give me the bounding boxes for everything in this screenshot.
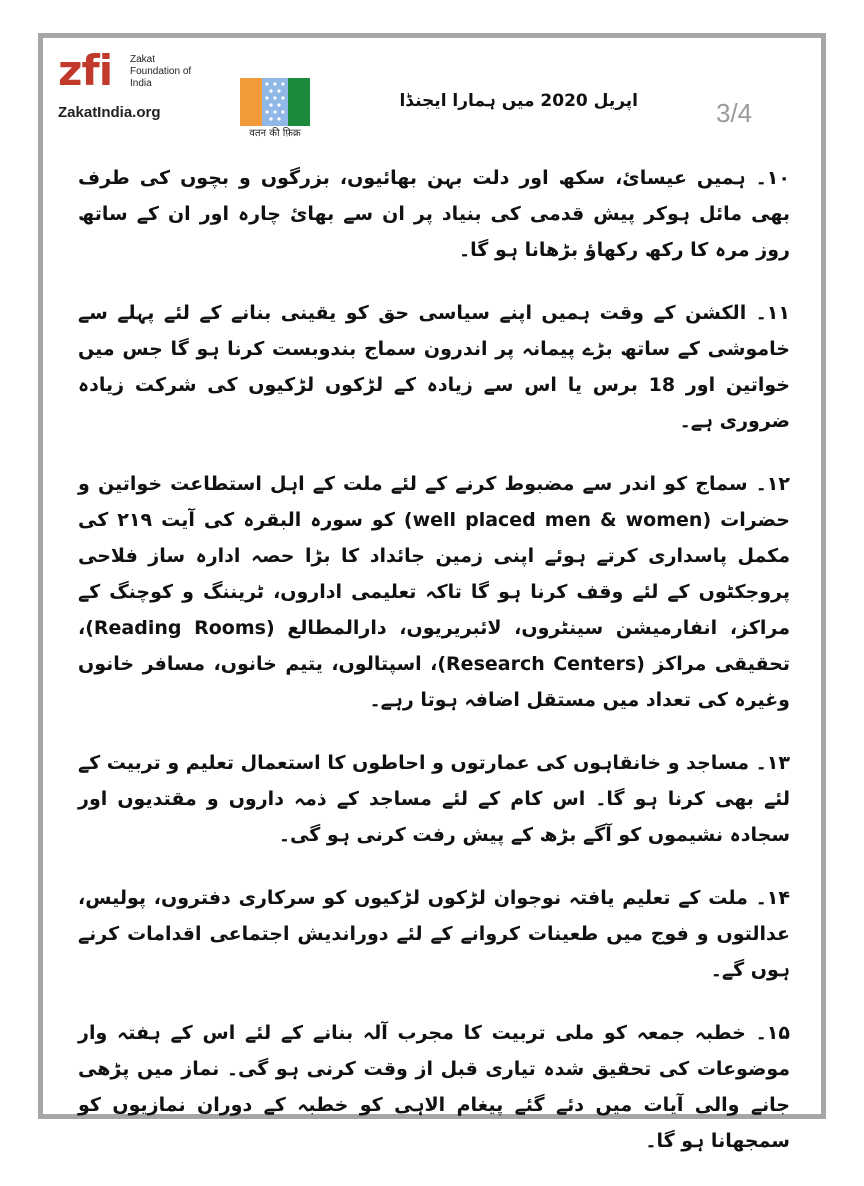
agenda-title: اپریل 2020 میں ہمارا ایجنڈا: [399, 91, 638, 111]
flag-logo-caption: वतन की फ़िक्र: [249, 128, 301, 139]
agenda-item-12: ۱۲۔ سماج کو اندر سے مضبوط کرنے کے لئے ملت کے اہل استطاعت خواتین و حضرات (well placed men & women) کو سورہ البقرہ کی آیت ۲۱۹ کی مکمل پاسداری کرتے ہوئے اپنی زمین جائداد کا بڑا حصہ ادارہ ساز فلاحی پروجکٹوں کے لئے وقف کرنا ہو گا تاکہ تعلیمی اداروں، ٹریننگ و کوچنگ کے مراکز، انفارمیشن سینٹروں، لائبریریوں، دارالمطالع (Reading Rooms)، تحقیقی مراکز (Research Centers)، اسپتالوں، یتیم خانوں، مسافر خانوں وغیرہ کی تعداد میں مستقل اضافہ ہوتا رہے۔: [78, 473, 790, 711]
agenda-item-15: ۱۵۔ خطبہ جمعہ کو ملی تربیت کا مجرب آلہ بنانے کے لئے اس کے ہفتہ وار موضوعات کی تحقیق شدہ تیاری قبل از وقت کرنی ہو گی۔ نماز میں پڑھی جانے والی آیات میں دئے گئے پیغام الاہی کو خطبہ کے دوران نمازیوں کو سمجھانا ہو گا۔: [78, 1022, 790, 1152]
zfi-logo-letters: zfi: [58, 46, 113, 95]
zfi-logo: [58, 46, 192, 138]
zfi-website-label: ZakatIndia.org: [58, 104, 161, 121]
agenda-item-14: ۱۴۔ ملت کے تعلیم یافتہ نوجوان لڑکوں لڑکیوں کو سرکاری دفتروں، پولیس، عدالتوں و فوج میں طعینات کروانے کے لئے دوراندیش اجتماعی اقدامات کرنے ہوں گے۔: [78, 887, 790, 981]
agenda-item-10: ۱۰۔ ہمیں عیسائ، سکھ اور دلت بہن بھائیوں، بزرگوں و بچوں کی طرف بھی مائل ہوکر پیش قدمی کی بنیاد پر ان سے بھائ چارہ اور ان کے ساتھ روز مرہ کا رکھ رکھاؤ بڑھانا ہو گا۔: [78, 167, 790, 261]
agenda-content: [78, 160, 790, 1186]
agenda-item-13: ۱۳۔ مساجد و خانقاہوں کی عمارتوں و احاطوں کا استعمال تعلیم و تربیت کے لئے بھی کرنا ہو گا۔ اس کام کے لئے مساجد کے ذمہ داروں و مقتدیوں اور سجادہ نشیموں کو آگے بڑھ کے پیش رفت کرنی ہو گی۔: [77, 752, 790, 846]
page-number: 3/4: [716, 98, 753, 128]
agenda-item-11: ۱۱۔ الکشن کے وقت ہمیں اپنے سیاسی حق کو یقینی بنانے کے لئے پہلے سے خاموشی کے ساتھ بڑے پیمانہ پر اندرون سماج بندوبست کرنا ہو گا جس میں خواتین اور 18 برس یا اس سے زیادہ کے لڑکوں لڑکیوں کی شرکت زیادہ ضروری ہے۔: [78, 302, 790, 432]
page-header: [48, 40, 753, 148]
zfi-logo-tagline: Zakat Foundation of India: [130, 54, 192, 89]
